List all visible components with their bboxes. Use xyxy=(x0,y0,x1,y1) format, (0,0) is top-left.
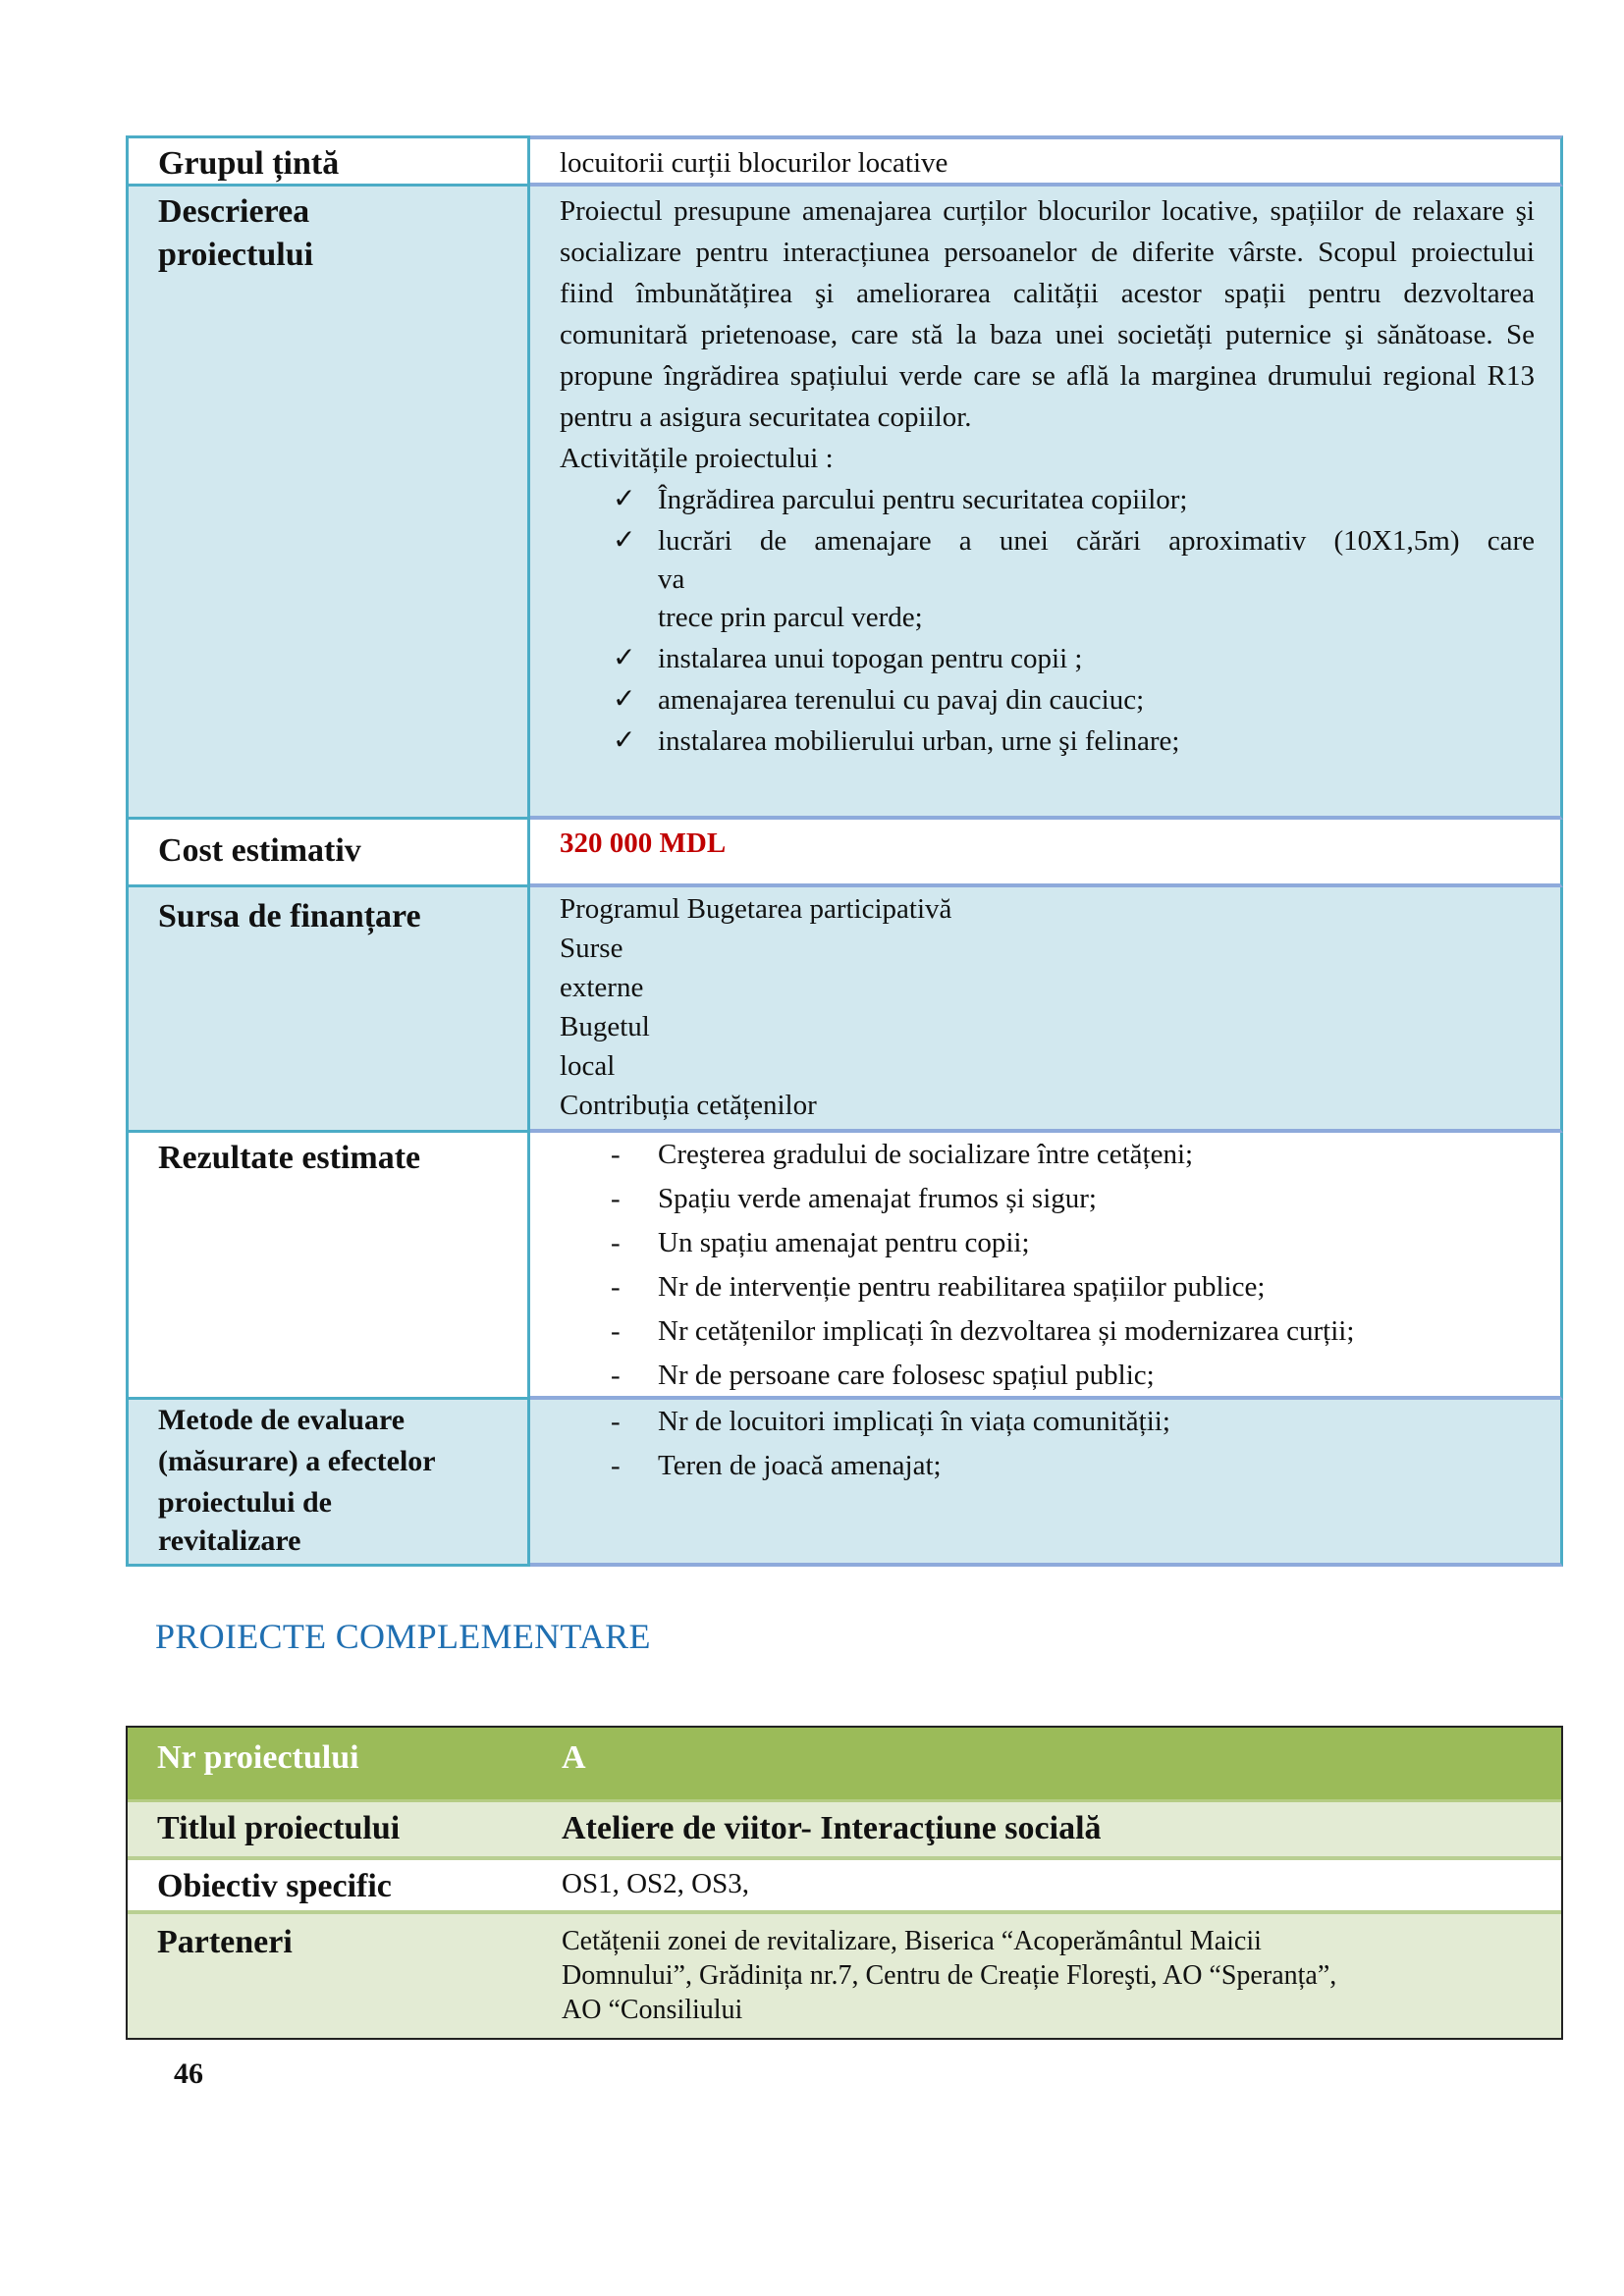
funding-line: externe xyxy=(560,972,644,1003)
objective-label: Obiectiv specific xyxy=(157,1868,392,1904)
evaluation-list xyxy=(560,1400,1535,1488)
row-objective xyxy=(128,1860,1561,1914)
target-group-value: locuitorii curții blocurilor locative xyxy=(530,135,1563,187)
checkmark-icon: ✓ xyxy=(613,684,636,715)
list-item: - Nr de persoane care folosesc spațiul public; xyxy=(560,1354,1535,1398)
activities-title: Activitățile proiectului : xyxy=(560,443,834,474)
evaluation-label: Metode de evaluare (măsurare) a efectelor proiectului de revitalizare xyxy=(126,1400,530,1567)
list-item: ✓ amenajarea terenului cu pavaj din cauciuc; xyxy=(560,679,1535,721)
complementary-project-table xyxy=(126,1726,1563,2040)
row-target-group xyxy=(126,135,1563,187)
row-partners xyxy=(128,1914,1561,2038)
row-funding xyxy=(126,887,1563,1133)
list-item: ✓ instalarea unui topogan pentru copii ; xyxy=(560,638,1535,679)
row-project-number xyxy=(128,1728,1561,1802)
dash-bullet: - xyxy=(611,1360,621,1391)
description-label-line2: proiectului xyxy=(158,237,314,273)
dash-bullet: - xyxy=(611,1271,621,1303)
results-list xyxy=(560,1133,1535,1398)
evaluation-value xyxy=(530,1400,1563,1567)
partners-value: Cetățenii zonei de revitalizare, Biserica “Acoperământul Maicii Domnului”, Grădinița nr.7, Centru de Creație Floreşti, AO “Speranța”, AO “Consiliului xyxy=(562,1926,1337,2025)
dash-bullet: - xyxy=(611,1450,621,1481)
checkmark-icon: ✓ xyxy=(613,643,636,673)
dash-bullet: - xyxy=(611,1406,621,1437)
list-item: - Spațiu verde amenajat frumos și sigur; xyxy=(560,1177,1535,1221)
description-value xyxy=(530,187,1563,820)
funding-label: Sursa de finanțare xyxy=(126,887,530,1133)
objective-value: OS1, OS2, OS3, xyxy=(562,1868,749,1899)
list-item: ✓ Îngrădirea parcului pentru securitatea copiilor; xyxy=(560,479,1535,520)
dash-bullet: - xyxy=(611,1139,621,1170)
row-cost xyxy=(126,820,1563,887)
cost-amount: 320 000 MDL xyxy=(560,828,727,859)
activities-list xyxy=(560,479,1535,762)
description-paragraph: Proiectul presupune amenajarea curților blocurilor locative, spațiilor de relaxare şi socializare pentru interacțiunea persoanelor de diferite vârste. Scopul proiectului fiind îmbunătățirea şi ameliorarea calității acestor spații pentru dezvoltarea comunitară prietenoase, care stă la baza unei societăți puternice şi sănătoase. Se propune îngrădirea spațiului verde care se află la marginea drumului regional R13 pentru a asigura securitatea copiilor. xyxy=(560,195,1535,433)
row-results xyxy=(126,1133,1563,1400)
project-title-value: Ateliere de viitor- Interacţiune socială xyxy=(562,1810,1102,1846)
list-item: ✓ instalarea mobilierului urban, urne şi felinare; xyxy=(560,721,1535,762)
partners-label: Parteneri xyxy=(157,1924,293,1960)
row-description xyxy=(126,187,1563,820)
funding-line: Surse xyxy=(560,933,623,964)
page-number: 46 xyxy=(174,2057,203,2090)
project-number-label: Nr proiectului xyxy=(157,1739,359,1776)
list-item-continuation: va xyxy=(658,563,685,595)
project-details-table xyxy=(126,135,1563,1567)
row-evaluation xyxy=(126,1400,1563,1567)
list-item: - Nr cetățenilor implicați în dezvoltarea și modernizarea curții; xyxy=(560,1309,1535,1354)
section-heading: PROIECTE COMPLEMENTARE xyxy=(155,1617,651,1656)
project-number-value: A xyxy=(562,1739,586,1776)
dash-bullet: - xyxy=(611,1183,621,1214)
list-item: - Nr de intervenție pentru reabilitarea spațiilor publice; xyxy=(560,1265,1535,1309)
results-label: Rezultate estimate xyxy=(126,1133,530,1400)
target-group-label: Grupul țintă xyxy=(126,135,530,187)
list-item: ✓ lucrări de amenajare a unei cărări aproximativ (10X1,5m) care xyxy=(560,520,1535,561)
checkmark-icon: ✓ xyxy=(613,725,636,756)
description-label-line1: Descrierea xyxy=(158,193,310,230)
cost-label: Cost estimativ xyxy=(126,820,530,887)
list-item: - Nr de locuitori implicați în viața comunității; xyxy=(560,1400,1535,1444)
description-label xyxy=(126,187,530,820)
checkmark-icon: ✓ xyxy=(613,525,636,556)
cost-value xyxy=(530,820,1563,887)
funding-line: Contribuția cetățenilor xyxy=(560,1090,817,1121)
funding-line: local xyxy=(560,1050,616,1082)
funding-line: Programul Bugetarea participativă xyxy=(560,893,952,925)
results-value xyxy=(530,1133,1563,1400)
funding-line: Bugetul xyxy=(560,1011,650,1042)
dash-bullet: - xyxy=(611,1315,621,1347)
checkmark-icon: ✓ xyxy=(613,484,636,514)
dash-bullet: - xyxy=(611,1227,621,1258)
row-project-title xyxy=(128,1802,1561,1860)
list-item: - Creşterea gradului de socializare între cetățeni; xyxy=(560,1133,1535,1177)
funding-value xyxy=(530,887,1563,1133)
list-item: - Teren de joacă amenajat; xyxy=(560,1444,1535,1488)
project-title-label: Titlul proiectului xyxy=(157,1810,401,1846)
list-item: - Un spațiu amenajat pentru copii; xyxy=(560,1221,1535,1265)
list-item-continuation: trece prin parcul verde; xyxy=(658,602,923,633)
